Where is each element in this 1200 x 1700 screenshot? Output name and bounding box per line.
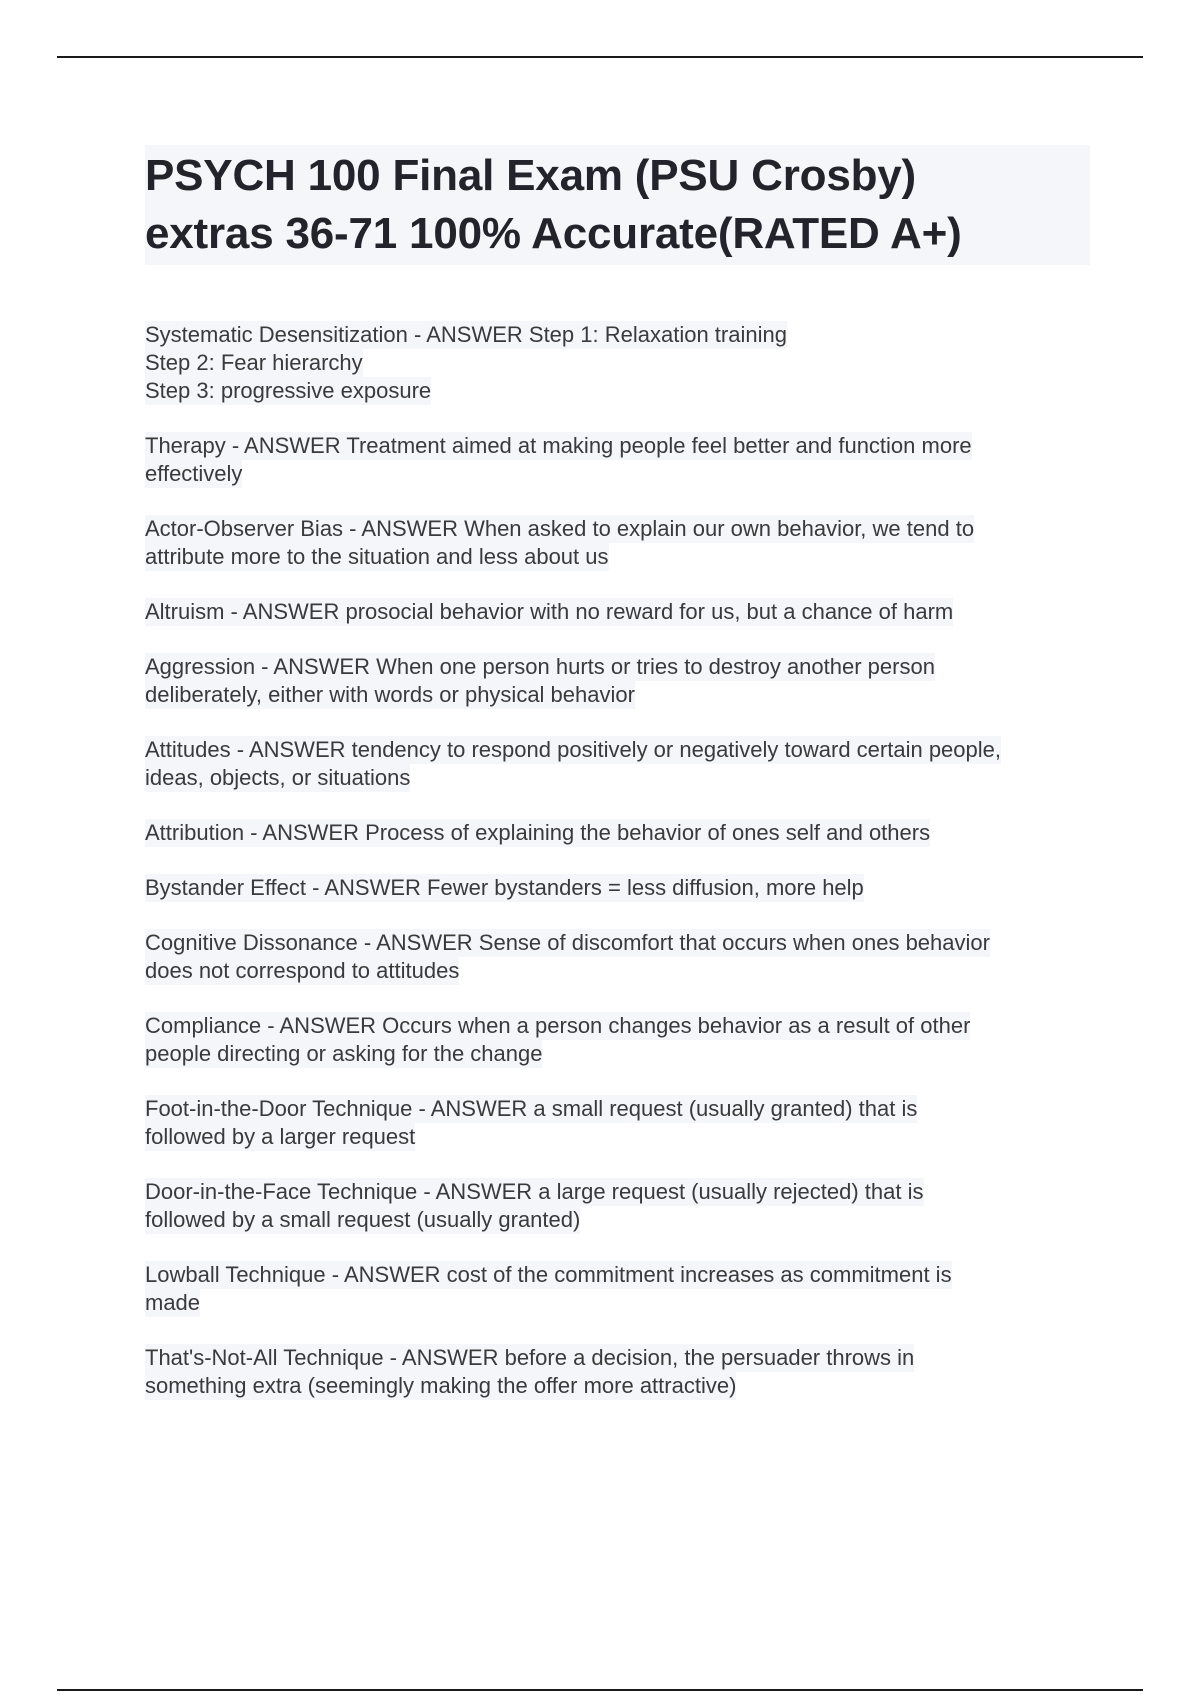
document-body	[145, 145, 1090, 1427]
qa-entry-line: ideas, objects, or situations	[145, 765, 411, 790]
qa-entry-line: Attitudes - ANSWER tendency to respond positively or negatively toward certain people,	[145, 737, 1002, 762]
qa-entry	[145, 819, 1090, 847]
bottom-rule	[57, 1689, 1143, 1691]
qa-entry-line: Compliance - ANSWER Occurs when a person changes behavior as a result of other	[145, 1013, 971, 1038]
qa-entry-line: Altruism - ANSWER prosocial behavior with no reward for us, but a chance of harm	[145, 599, 954, 624]
qa-entry-line: effectively	[145, 461, 243, 486]
qa-entry	[145, 1344, 1090, 1400]
qa-entry-line: Foot-in-the-Door Technique - ANSWER a small request (usually granted) that is	[145, 1096, 918, 1121]
qa-entry-line: something extra (seemingly making the offer more attractive)	[145, 1373, 737, 1398]
qa-entry	[145, 321, 1090, 405]
qa-entry-line: Step 3: progressive exposure	[145, 378, 432, 403]
qa-entry	[145, 1178, 1090, 1234]
qa-entry	[145, 432, 1090, 488]
qa-entry-line: attribute more to the situation and less about us	[145, 544, 609, 569]
qa-entry	[145, 1012, 1090, 1068]
qa-entry-line: Step 2: Fear hierarchy	[145, 350, 363, 375]
qa-entries	[145, 321, 1090, 1400]
qa-entry-line: people directing or asking for the change	[145, 1041, 543, 1066]
qa-entry	[145, 1261, 1090, 1317]
qa-entry-line: That's-Not-All Technique - ANSWER before a decision, the persuader throws in	[145, 1345, 915, 1370]
qa-entry-line: Bystander Effect - ANSWER Fewer bystanders = less diffusion, more help	[145, 875, 864, 900]
qa-entry-line: followed by a small request (usually granted)	[145, 1207, 581, 1232]
qa-entry	[145, 598, 1090, 626]
title-line-2: extras 36-71 100% Accurate(RATED A+)	[145, 209, 962, 258]
qa-entry	[145, 1095, 1090, 1151]
qa-entry-line: Systematic Desensitization - ANSWER Step 1: Relaxation training	[145, 322, 787, 347]
qa-entry	[145, 736, 1090, 792]
qa-entry-line: followed by a larger request	[145, 1124, 416, 1149]
qa-entry	[145, 874, 1090, 902]
qa-entry-line: Door-in-the-Face Technique - ANSWER a large request (usually rejected) that is	[145, 1179, 924, 1204]
qa-entry	[145, 515, 1090, 571]
qa-entry-line: Actor-Observer Bias - ANSWER When asked to explain our own behavior, we tend to	[145, 516, 975, 541]
qa-entry-line: does not correspond to attitudes	[145, 958, 460, 983]
qa-entry	[145, 929, 1090, 985]
qa-entry-line: Attribution - ANSWER Process of explaining the behavior of ones self and others	[145, 820, 931, 845]
top-rule	[57, 56, 1143, 58]
qa-entry-line: Cognitive Dissonance - ANSWER Sense of discomfort that occurs when ones behavior	[145, 930, 990, 955]
qa-entry-line: made	[145, 1290, 201, 1315]
title-line-1: PSYCH 100 Final Exam (PSU Crosby)	[145, 151, 916, 200]
qa-entry-line: Lowball Technique - ANSWER cost of the commitment increases as commitment is	[145, 1262, 952, 1287]
qa-entry	[145, 653, 1090, 709]
document-title	[145, 145, 1090, 265]
qa-entry-line: Therapy - ANSWER Treatment aimed at making people feel better and function more	[145, 433, 972, 458]
qa-entry-line: deliberately, either with words or physical behavior	[145, 682, 635, 707]
qa-entry-line: Aggression - ANSWER When one person hurts or tries to destroy another person	[145, 654, 935, 679]
